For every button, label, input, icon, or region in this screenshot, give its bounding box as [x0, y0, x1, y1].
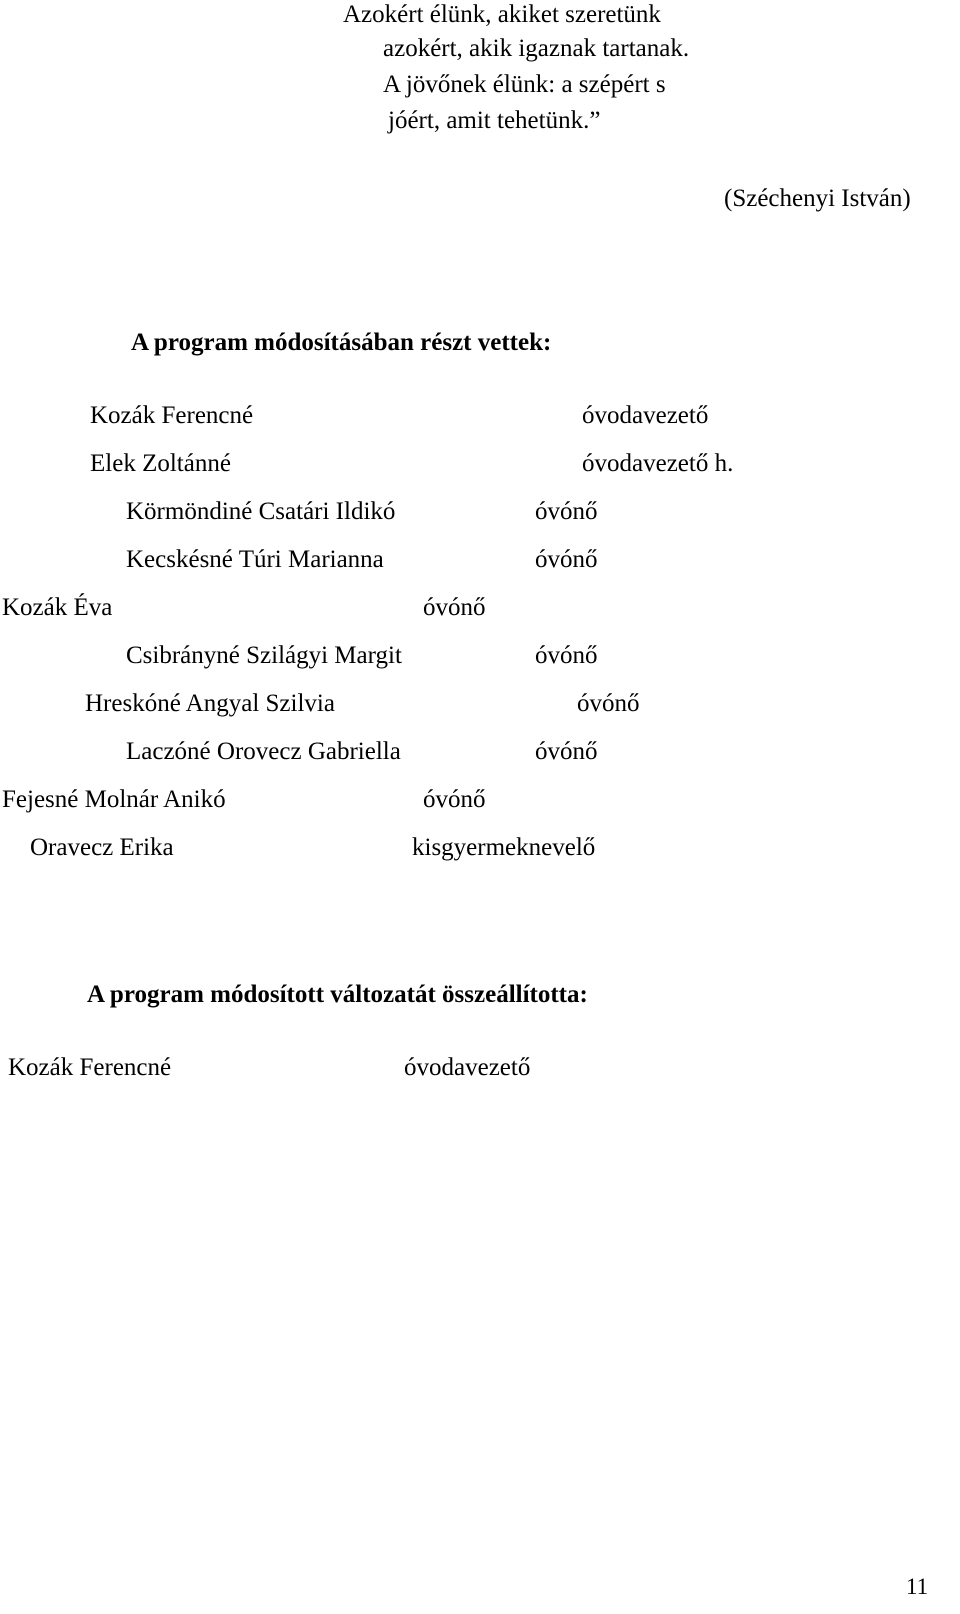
participant-role: óvodavezető h. — [582, 450, 734, 477]
page-number: 11 — [906, 1574, 929, 1599]
participant-name: Laczóné Orovecz Gabriella — [126, 738, 401, 765]
participant-name: Csibrányné Szilágyi Margit — [126, 642, 402, 669]
participant-role: óvónő — [423, 594, 486, 621]
quote-line: A jövőnek élünk: a szépért s — [383, 71, 666, 98]
compiler-heading: A program módosított változatát összeállította: — [87, 981, 588, 1008]
participant-name: Elek Zoltánné — [90, 450, 231, 477]
quote-line: Azokért élünk, akiket szeretünk — [343, 1, 661, 28]
compiler-role: óvodavezető — [404, 1054, 531, 1081]
quote-line: azokért, akik igaznak tartanak. — [383, 35, 690, 62]
participant-role: óvónő — [577, 690, 640, 717]
participant-name: Kozák Éva — [2, 594, 113, 621]
participant-role: óvónő — [535, 498, 598, 525]
participant-role: óvónő — [535, 546, 598, 573]
participants-heading: A program módosításában részt vettek: — [131, 329, 552, 356]
compiler-name: Kozák Ferencné — [8, 1054, 172, 1081]
participant-role: kisgyermeknevelő — [412, 834, 596, 861]
participant-name: Fejesné Molnár Anikó — [2, 786, 226, 813]
quote-line: jóért, amit tehetünk.” — [388, 107, 601, 134]
participant-name: Kozák Ferencné — [90, 402, 254, 429]
participant-role: óvónő — [535, 738, 598, 765]
participant-role: óvodavezető — [582, 402, 709, 429]
participant-name: Kecskésné Túri Marianna — [126, 546, 384, 573]
participant-role: óvónő — [423, 786, 486, 813]
participant-name: Körmöndiné Csatári Ildikó — [126, 498, 396, 525]
participant-name: Hreskóné Angyal Szilvia — [85, 690, 335, 717]
quote-author: (Széchenyi István) — [724, 185, 911, 212]
participant-role: óvónő — [535, 642, 598, 669]
participant-name: Oravecz Erika — [30, 834, 174, 861]
